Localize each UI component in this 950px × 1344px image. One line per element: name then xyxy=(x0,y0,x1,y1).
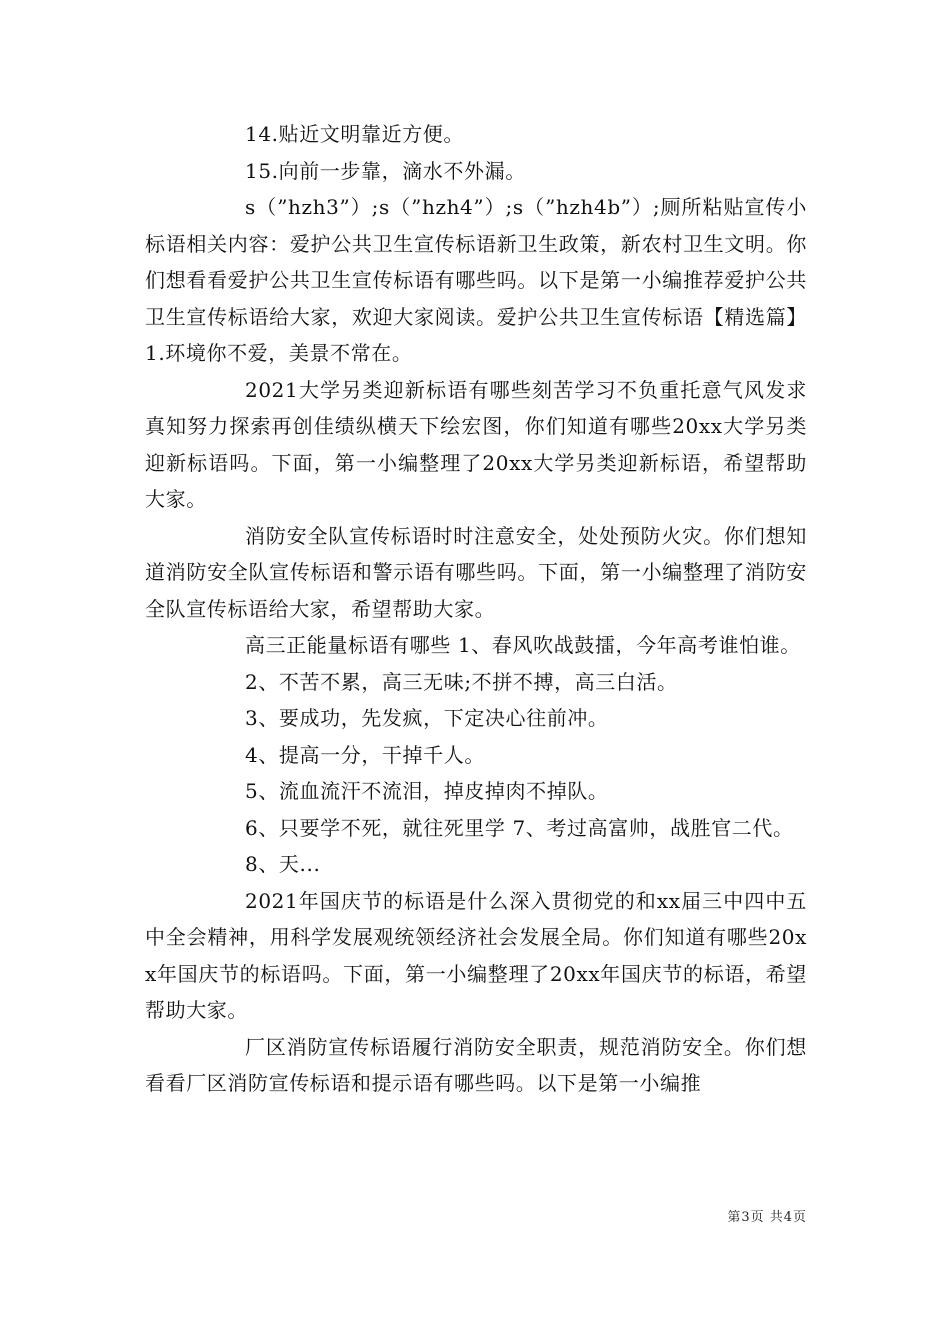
document-body xyxy=(145,116,807,1102)
paragraph: 8、天... xyxy=(245,852,321,876)
paragraph: 消防安全队宣传标语时时注意安全，处处预防火灾。你们想知道消防安全队宣传标语和警示语有哪些吗。下面，第一小编整理了消防安全队宣传标语给大家，希望帮助大家。 xyxy=(145,523,807,621)
paragraph: s（”hzh3”）;s（”hzh4”）;s（”hzh4b”）;厕所粘贴宣传小标语相关内容：爱护公共卫生宣传标语新卫生政策，新农村卫生文明。你们想看看爱护公共卫生宣传标语有哪些吗。以下是第一小编推荐爱护公共卫生宣传标语给大家，欢迎大家阅读。爱护公共卫生宣传标语【精选篇】1.环境你不爱，美景不常在。 xyxy=(145,195,807,365)
paragraph: 14.贴近文明靠近方便。 xyxy=(245,122,465,146)
paragraph: 2、不苦不累，高三无味;不拼不搏，高三白活。 xyxy=(245,669,678,694)
paragraph: 3、要成功，先发疯，下定决心往前冲。 xyxy=(245,706,609,730)
paragraph: 2021年国庆节的标语是什么深入贯彻党的和xx届三中四中五中全会精神，用科学发展观统领经济社会发展全局。你们知道有哪些20xx年国庆节的标语吗。下面，第一小编整理了20xx年国庆节的标语，希望帮助大家。 xyxy=(145,888,807,1022)
paragraph: 高三正能量标语有哪些 1、春风吹战鼓擂，今年高考谁怕谁。 xyxy=(245,633,801,657)
page-number-footer: 第3页 共4页 xyxy=(727,1210,807,1225)
paragraph: 4、提高一分，干掉千人。 xyxy=(245,742,485,767)
paragraph: 15.向前一步靠，滴水不外漏。 xyxy=(245,158,526,183)
paragraph: 2021大学另类迎新标语有哪些刻苦学习不负重托意气风发求真知努力探索再创佳绩纵横天下绘宏图，你们知道有哪些20xx大学另类迎新标语吗。下面，第一小编整理了20xx大学另类迎新标语，希望帮助大家。 xyxy=(145,377,807,511)
paragraph: 5、流血流汗不流泪，掉皮掉肉不掉队。 xyxy=(245,779,609,803)
paragraph: 厂区消防宣传标语履行消防安全职责，规范消防安全。你们想看看厂区消防宣传标语和提示语有哪些吗。以下是第一小编推 xyxy=(145,1034,807,1095)
paragraph: 6、只要学不死，就往死里学 7、考过高富帅，战胜官二代。 xyxy=(245,815,794,840)
